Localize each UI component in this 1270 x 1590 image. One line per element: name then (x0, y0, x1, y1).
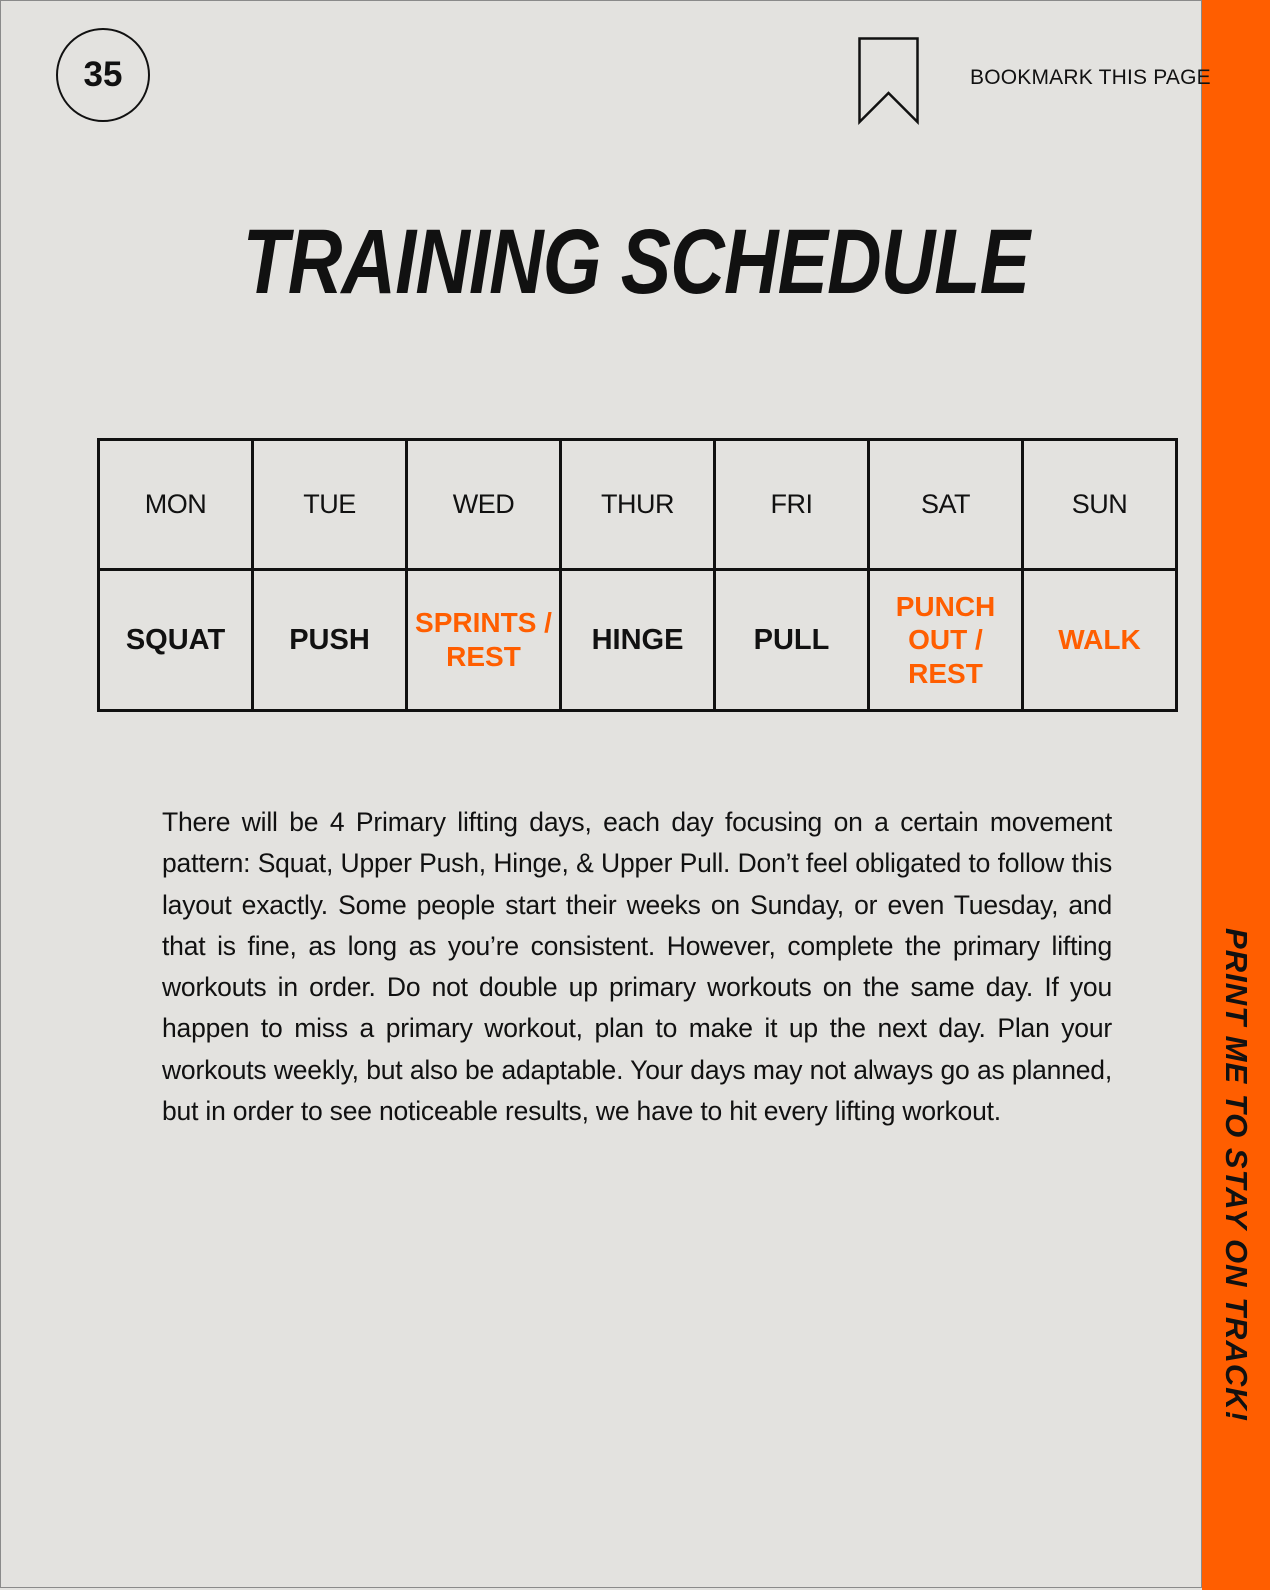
schedule-table (97, 438, 1178, 712)
day-wed: WED (407, 440, 561, 570)
workout-mon: SQUAT (99, 570, 253, 711)
bookmark-label[interactable]: BOOKMARK THIS PAGE (970, 66, 1211, 89)
workout-thur: HINGE (561, 570, 715, 711)
workout-sat: PUNCH OUT / REST (869, 570, 1023, 711)
workout-wed: SPRINTS / REST (407, 570, 561, 711)
body-paragraph: There will be 4 Primary lifting days, each day focusing on a certain movement pattern: Squat, Upper Push, Hinge, & Upper Pull. Don’t feel obligated to follow this layout exactly. Some people start their weeks on Sunday, or even Tuesday, and that is fine, as long as you’re consistent. However, complete the primary lifting workouts in order. Do not double up primary workouts on the same day. If you happen to miss a primary workout, plan to make it up the next day. Plan your workouts weekly, but also be adaptable. Your days may not always go as planned, but in order to see noticeable results, we have to hit every lifting workout. (162, 807, 1112, 1127)
day-tue: TUE (253, 440, 407, 570)
bookmark-icon[interactable] (858, 37, 920, 125)
day-sat: SAT (869, 440, 1023, 570)
days-row (99, 440, 1177, 570)
workout-tue: PUSH (253, 570, 407, 711)
day-sun: SUN (1023, 440, 1177, 570)
side-banner-text: PRINT ME TO STAY ON TRACK! (1219, 928, 1254, 1422)
page-number-badge: 35 (56, 28, 150, 122)
day-fri: FRI (715, 440, 869, 570)
page-title: TRAINING SCHEDULE (242, 211, 1030, 313)
workout-fri: PULL (715, 570, 869, 711)
workout-sun: WALK (1023, 570, 1177, 711)
day-mon: MON (99, 440, 253, 570)
day-thur: THUR (561, 440, 715, 570)
workouts-row (99, 570, 1177, 711)
